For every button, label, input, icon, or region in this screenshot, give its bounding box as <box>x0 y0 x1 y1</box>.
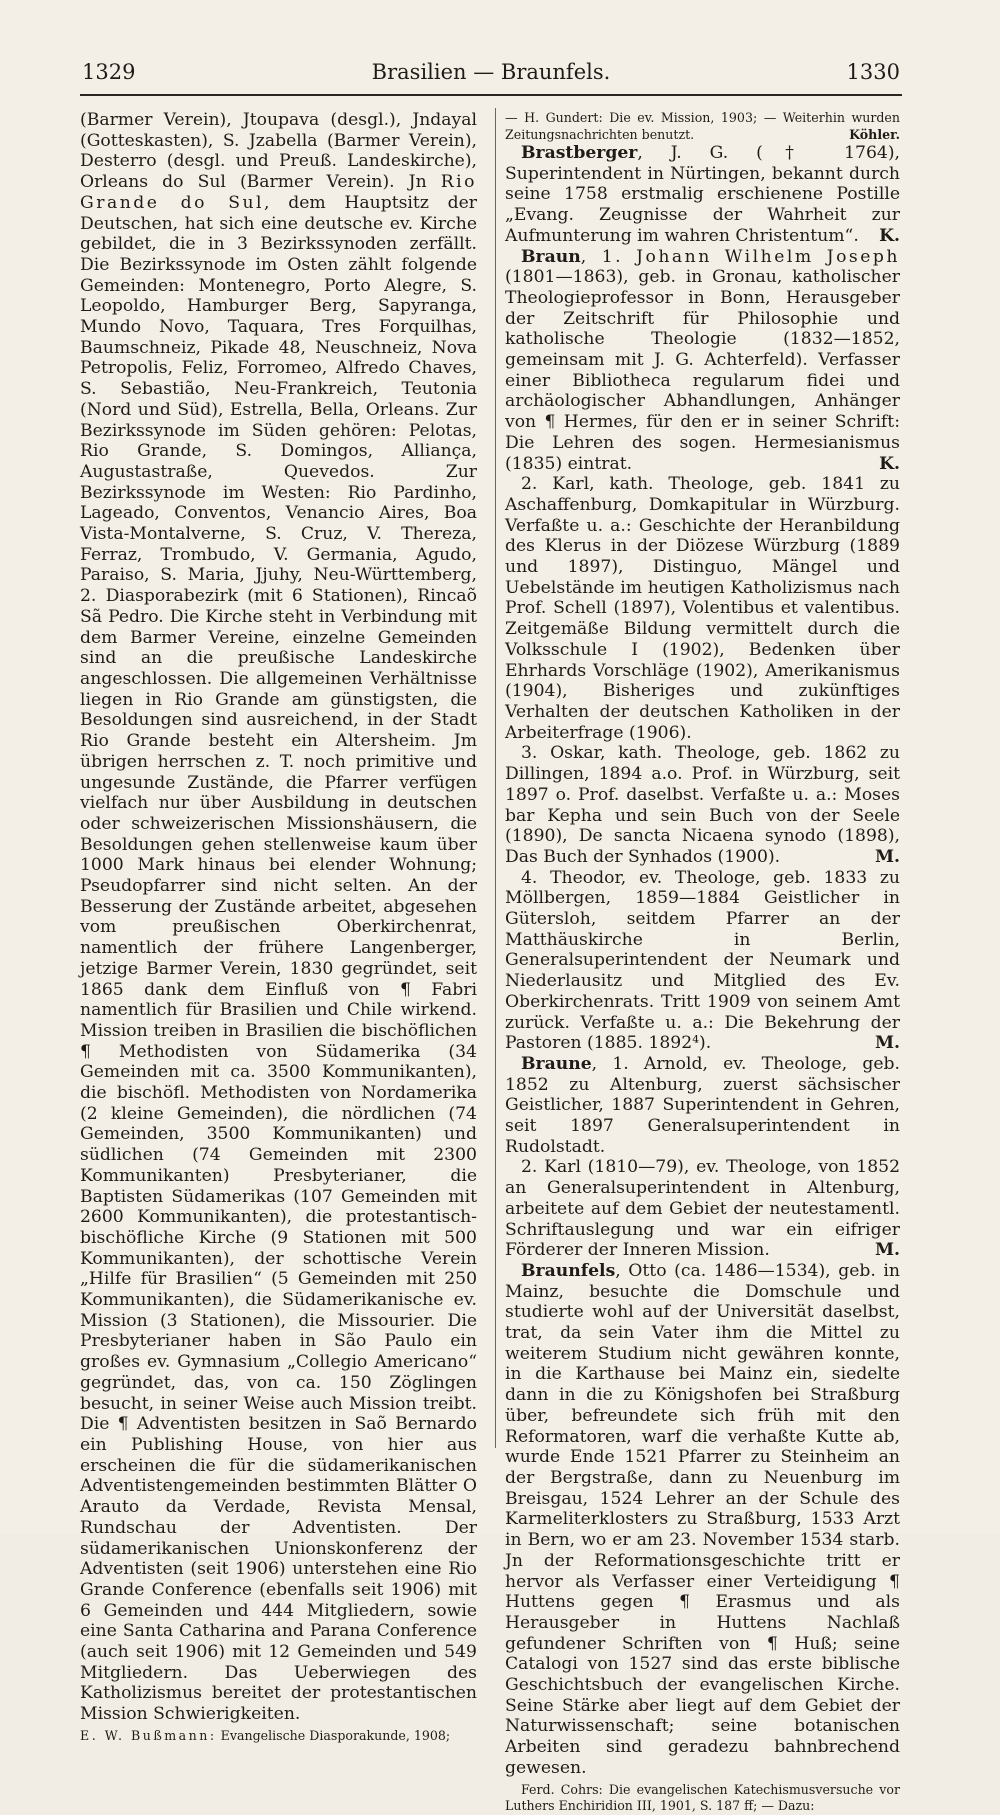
spaced-term: Rio Grande do Sul <box>80 172 477 213</box>
entry-text: , Otto (ca. 1486—1534), geb. in Mainz, besuchte die Domschule und studierte wohl auf der Universität daselbst, trat, da sein Vater ihm die Mittel zu weiterem Studium nicht gewähren konnte, in die Karthause bei Mainz ein, siedelte dann in die zu Königshofen bei Straßburg über, befreundete sich früh mit den Reformatoren, warf die verhaßte Kutte ab, wurde Ende 1521 Pfarrer zu Steinheim an der Bergstraße, dann zu Neuenburg im Breisgau, 1524 Lehrer an der Schule des Karmeliterklosters zu Straßburg, 1533 Arzt in Bern, wo er am 23. November 1534 starb. Jn der Reformationsgeschichte tritt er hervor als Verfasser einer Verteidigung ¶ Huttens gegen ¶ Erasmus und als Herausgeber in Huttens Nachlaß gefundener Schriften von ¶ Huß; seine Catalogi von 1527 sind das erste biblische Geschichtsbuch der evangelischen Kirche. Seine Stärke aber liegt auf dem Gebiet der Naturwissenschaft; seine botanischen Arbeiten sind geradezu bahnbrechend gewesen. <box>505 1260 900 1778</box>
left-column <box>80 110 477 1744</box>
paragraph-text: (Barmer Verein), Jtoupava (desgl.), Jndayal (Gotteskasten), S. Jzabella (Barmer Verein), Desterro (desgl. und Preuß. Landeskirche), Orleans do Sul (Barmer Verein). Jn <box>80 110 477 193</box>
article-brasilien-continued <box>80 110 477 1725</box>
entry-braune-2 <box>505 1157 900 1261</box>
author-signature: M. <box>874 1240 900 1261</box>
entry-braun-2: 2. Karl, kath. Theologe, geb. 1841 zu Aschaffenburg, Domkapitular in Würzburg. Verfaßte u. a.: Geschichte der Heranbildung des Klerus in der Diözese Würzburg (1889 und 1897), Distinguo, Mängel und Uebelstände im heutigen Katholizismus nach Prof. Schell (1897), Volentibus et valentibus. Zeitgemäße Bildung vermittelt durch die Volksschule I (1902), Bedenken über Ehrhards Vorschläge (1902), Amerikanismus (1904), Bisheriges und zukünftiges Verhalten der deutschen Katholiken in der Arbeiterfrage (1906). <box>505 474 900 743</box>
author-signature: M. <box>874 846 900 867</box>
literature-text: — H. Gundert: Die ev. Mission, 1903; — Weiterhin wurden Zeitungsnachrichten benutzt. <box>505 110 900 142</box>
page-number-left: 1329 <box>82 60 136 84</box>
entry-headword: Brastberger <box>521 143 638 163</box>
entry-headword: Braunfels <box>521 1260 616 1281</box>
entry-brastberger <box>505 143 900 247</box>
entry-text: , 1. Arnold, ev. Theologe, geb. 1852 zu Altenburg, zuerst sächsischer Geistlicher, 1887 Superintendent in Gehren, seit 1897 Generalsuperintendent in Rudolstadt. <box>505 1053 900 1157</box>
literature-note <box>80 1728 477 1745</box>
literature-note: Ferd. Cohrs: Die evangelischen Katechismusversuche vor Luthers Enchiridion III, 1901, S. 187 ff; — Dazu: <box>505 1781 900 1814</box>
entry-braun-4 <box>505 868 900 1054</box>
author-signature: Köhler. <box>849 126 900 142</box>
entry-braun-3 <box>505 743 900 867</box>
spaced-name: , 1. Johann Wilhelm Joseph <box>580 246 900 267</box>
entry-braun-1 <box>505 247 900 475</box>
paragraph-text: , dem Hauptsitz der Deutschen, hat sich eine deutsche ev. Kirche gebildet, die in 3 Bezirkssynoden zerfällt. Die Bezirkssynode im Osten zählt folgende Gemeinden: Montenegro, Porto Alegre, S. Leopoldo, Hamburger Berg, Sapyranga, Mundo Novo, Taquara, Tres Forquilhas, Baumschneiz, Pikade 48, Neuschneiz, Nova Petropolis, Feliz, Forromeo, Alfredo Chaves, S. Sebastião, Neu-Frankreich, Teutonia (Nord und Süd), Estrella, Bella, Orleans. Zur Bezirkssynode im Süden gehören: Pelotas, Rio Grande, S. Domingos, Alliança, Augustastraße, Quevedos. Zur Bezirkssynode im Westen: Rio Pardinho, Lageado, Conventos, Venancio Aires, Boa Vista-Montalverne, S. Cruz, V. Thereza, Ferraz, Trombudo, V. Germania, Agudo, Paraiso, S. Maria, Jjuhy, Neu-Württemberg, 2. Diasporabezirk (mit 6 Stationen), Rincaõ Sã Pedro. Die Kirche steht in Verbindung mit dem Barmer Vereine, einzelne Gemeinden sind an die preußische Landeskirche angeschlossen. Die allgemeinen Verhältnisse liegen in Rio Grande am günstigsten, die Besoldungen sind ausreichend, in der Stadt Rio Grande besteht ein Altersheim. Jm übrigen herrschen z. T. noch primitive und ungesunde Zustände, die Pfarrer verfügen vielfach nur über Ausbildung in deutschen oder schweizerischen Missionshäusern, die Besoldungen gehen stellenweise kaum über 1000 Mark hinaus bei elender Wohnung; Pseudopfarrer sind nicht selten. An der Besserung der Zustände arbeitet, abgesehen vom preußischen Oberkirchenrat, namentlich der frühere Langenberger, jetzige Barmer Verein, 1830 gegründet, seit 1865 dank dem Einfluß von ¶ Fabri namentlich für Brasilien und Chile wirkend. Mission treiben in Brasilien die bischöflichen ¶ Methodisten von Südamerika (34 Gemeinden mit ca. 3500 Kommunikanten), die bischöfl. Methodisten von Nordamerika (2 kleine Gemeinden), die nördlichen (74 Gemeinden, 3500 Kommunikanten) und südlichen (74 Gemeinden mit 2300 Kommunikanten) Presbyterianer, die Baptisten Südamerikas (107 Gemeinden mit 2600 Kommunikanten), die protestantisch-bischöfliche Kirche (9 Stationen mit 500 Kommunikanten), der schottische Verein „Hilfe für Brasilien“ (5 Gemeinden mit 250 Kommunikanten), die Südamerikanische ev. Mission (3 Stationen), die Missourier. Die Presbyterianer haben in São Paulo ein großes ev. Gymnasium „Collegio Americano“ gegründet, das, von ca. 150 Zöglingen besucht, in seiner Weise auch Mission treibt. Die ¶ Adventisten besitzen in Saõ Bernardo ein Publishing House, von hier aus erscheinen die für die südamerikanischen Adventistengemeinden bestimmten Blätter O Arauto da Verdade, Revista Mensal, Rundschau der Adventisten. Der südamerikanischen Unionskonferenz der Adventisten (seit 1906) unterstehen eine Rio Grande Conference (ebenfalls seit 1906) mit 6 Gemeinden und 444 Mitgliedern, sowie eine Santa Catharina and Parana Conference (auch seit 1906) mit 12 Gemeinden und 549 Mitgliedern. Das Ueberwiegen des Katholizismus bereitet der protestantischen Mission Schwierigkeiten. <box>80 192 477 1725</box>
literature-note <box>505 110 900 143</box>
entry-braunfels <box>505 1261 900 1779</box>
author-signature: M. <box>874 1033 900 1054</box>
column-divider <box>495 108 496 1448</box>
literature-author: E. W. Bußmann: <box>80 1727 217 1743</box>
entry-braune-1 <box>505 1054 900 1158</box>
entry-text: , J. G. († 1764), Superintendent in Nürtingen, bekannt durch seine 1758 erstmalig erschienene Postille „Evang. Zeugnisse der Wahrheit zur Aufmunterung im wahren Christentum“. <box>505 143 900 246</box>
entry-text: 3. Oskar, kath. Theologe, geb. 1862 zu Dillingen, 1894 a.o. Prof. in Würzburg, seit 1897 o. Prof. daselbst. Verfaßte u. a.: Moses bar Kepha und sein Buch von der Seele (1890), De sancta Nicaena synodo (1898), Das Buch der Synhados (1900). <box>505 743 900 867</box>
right-column <box>505 110 900 1815</box>
author-signature: K. <box>879 225 900 246</box>
running-title: Brasilien — Braunfels. <box>371 60 611 84</box>
literature-text: Evangelische Diasporakunde, 1908; <box>220 1727 451 1743</box>
header-rule <box>80 94 902 96</box>
entry-headword: Braune <box>521 1053 592 1074</box>
entry-text: 4. Theodor, ev. Theologe, geb. 1833 zu Möllbergen, 1859—1884 Geistlicher in Gütersloh, seitdem Pfarrer an der Matthäuskirche in Berlin, Generalsuperintendent der Neumark und Niederlausitz und Mitglied des Ev. Oberkirchenrats. Tritt 1909 von seinem Amt zurück. Verfaßte u. a.: Die Bekehrung der Pastoren (1885. 1892⁴). <box>505 867 900 1054</box>
page-number-right: 1330 <box>846 60 900 84</box>
author-signature: K. <box>879 453 900 474</box>
entry-text: 2. Karl (1810—79), ev. Theologe, von 1852 an Generalsuperintendent in Altenburg, arbeitete auf dem Gebiet der neutestamentl. Schriftauslegung und war ein eifriger Förderer der Inneren Mission. <box>505 1157 900 1261</box>
entry-text: (1801—1863), geb. in Gronau, katholischer Theologieprofessor in Bonn, Herausgeber der Zeitschrift für Philosophie und katholische Theologie (1832—1852, gemeinsam mit J. G. Achterfeld). Verfasser einer Bibliotheca regularum fidei und archäologischer Abhandlungen, Anhänger von ¶ Hermes, für den er in seiner Schrift: Die Lehren des sogen. Hermesianismus (1835) eintrat. <box>505 267 900 474</box>
running-header <box>82 60 900 90</box>
entry-headword: Braun <box>521 246 581 267</box>
